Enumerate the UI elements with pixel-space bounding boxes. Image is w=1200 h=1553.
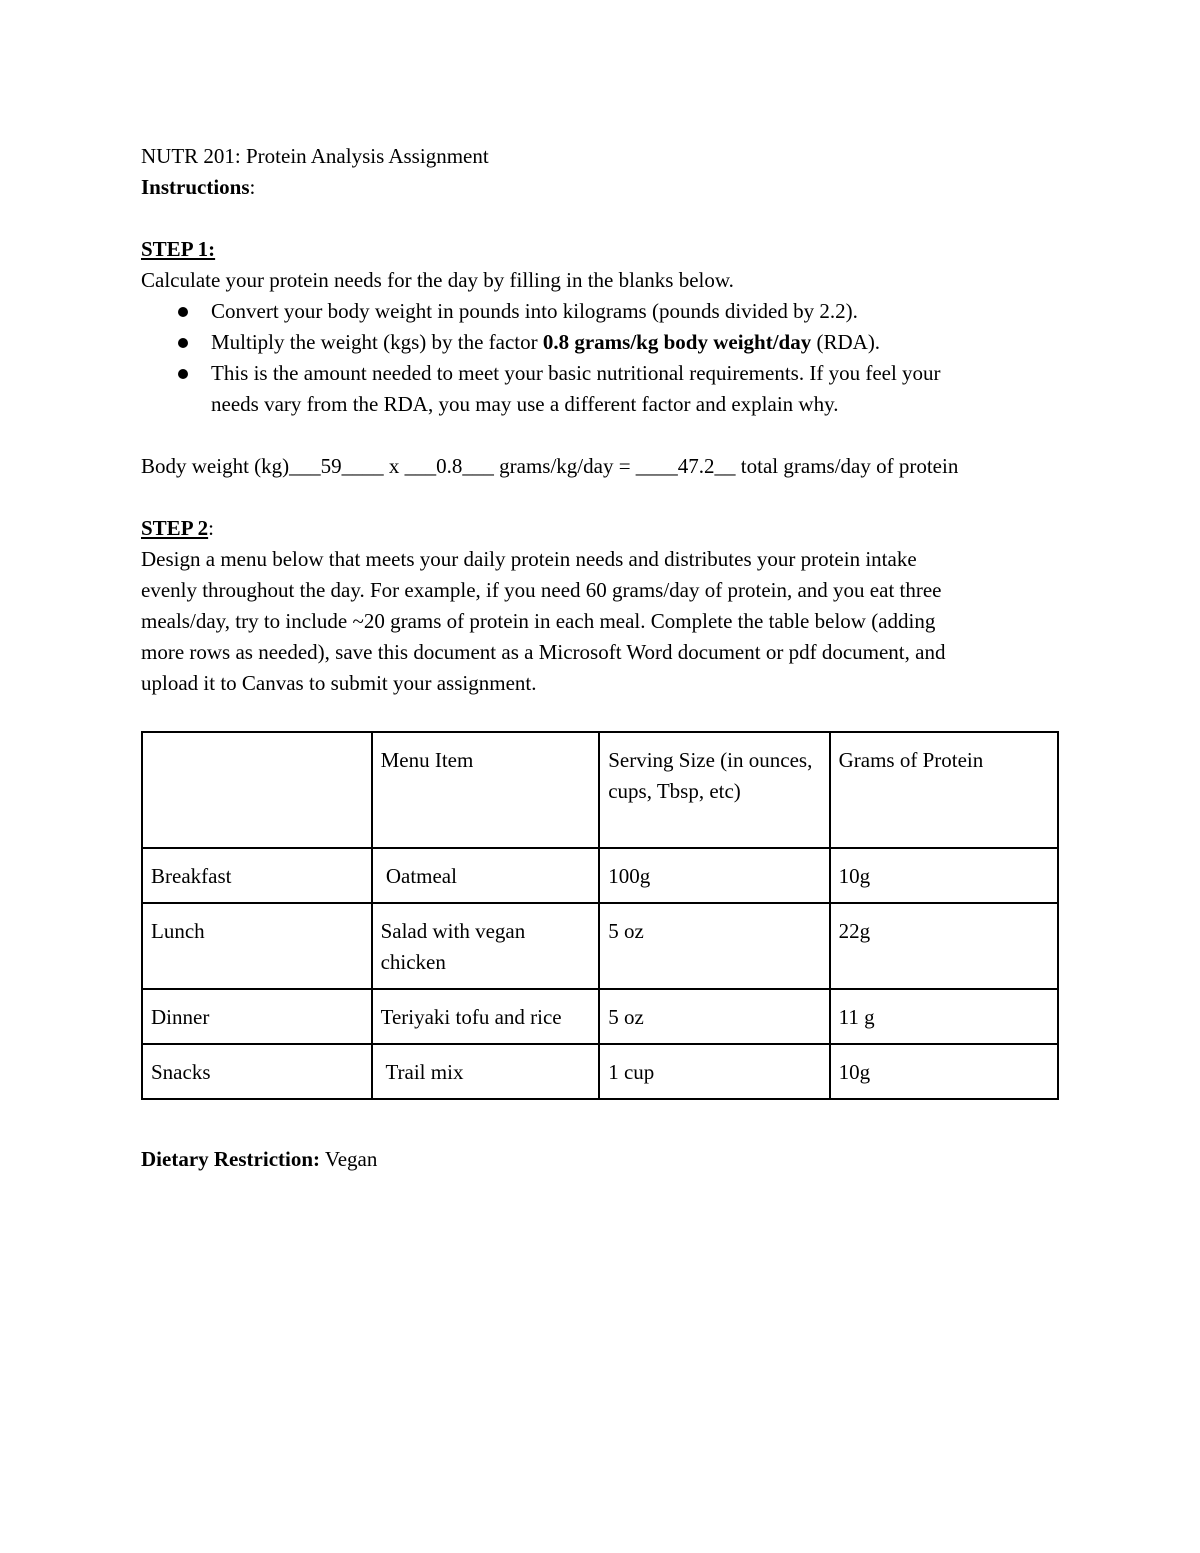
- menu-item-cell: Trail mix: [372, 1044, 600, 1099]
- step2-heading: [141, 513, 1061, 544]
- menu-item-cell: Salad with vegan chicken: [372, 903, 600, 989]
- step1-intro: Calculate your protein needs for the day by filling in the blanks below.: [141, 268, 734, 292]
- bullet-text-post: (RDA).: [811, 330, 881, 354]
- spacer: [141, 482, 1061, 513]
- spacer: [141, 420, 1061, 451]
- bullet-icon: [178, 369, 188, 379]
- bullet-text: Convert your body weight in pounds into kilograms (pounds divided by 2.2).: [211, 299, 858, 323]
- dietary-restriction: [141, 1144, 377, 1175]
- meal-cell: Snacks: [142, 1044, 372, 1099]
- bullet-text-line2: needs vary from the RDA, you may use a different factor and explain why.: [211, 392, 839, 416]
- serving-size-cell: 5 oz: [599, 903, 829, 989]
- paragraph-line: Design a menu below that meets your daily protein needs and distributes your protein intake: [141, 547, 917, 571]
- menu-table: [141, 731, 1059, 1100]
- header-cell-menu-item: Menu Item: [372, 732, 600, 848]
- meal-cell: Breakfast: [142, 848, 372, 903]
- serving-size-cell: 5 oz: [599, 989, 829, 1044]
- table-row: [142, 989, 1058, 1044]
- protein-cell: 11 g: [830, 989, 1058, 1044]
- instructions-heading: [141, 172, 1061, 203]
- menu-item-cell: Teriyaki tofu and rice: [372, 989, 600, 1044]
- document-page: [141, 141, 1061, 1171]
- paragraph-line: meals/day, try to include ~20 grams of protein in each meal. Complete the table below (adding: [141, 609, 936, 633]
- table-header-row: [142, 732, 1058, 848]
- meal-cell: Dinner: [142, 989, 372, 1044]
- document-title: NUTR 201: Protein Analysis Assignment: [141, 144, 489, 168]
- step2-paragraph: [141, 544, 1041, 699]
- rda-factor: 0.8 grams/kg body weight/day: [542, 330, 812, 354]
- step1-bullet-list: [141, 296, 1061, 420]
- protein-cell: 10g: [830, 1044, 1058, 1099]
- serving-size-cell: 1 cup: [599, 1044, 829, 1099]
- list-item: [141, 296, 1061, 327]
- instructions-colon: :: [249, 175, 256, 199]
- step2-heading-label: STEP 2: [141, 516, 209, 540]
- bullet-icon: [178, 338, 188, 348]
- bullet-text-line1: This is the amount needed to meet your basic nutritional requirements. If you feel your: [211, 361, 941, 385]
- table-row: [142, 903, 1058, 989]
- spacer: [141, 203, 1061, 234]
- header-cell-grams-protein: Grams of Protein: [830, 732, 1058, 848]
- dietary-label: Dietary Restriction:: [141, 1147, 321, 1171]
- list-item: [141, 327, 1061, 358]
- meal-cell: Lunch: [142, 903, 372, 989]
- step2-heading-colon: :: [208, 516, 214, 540]
- table-row: [142, 848, 1058, 903]
- paragraph-line: upload it to Canvas to submit your assignment.: [141, 671, 537, 695]
- protein-cell: 10g: [830, 848, 1058, 903]
- list-item: [141, 358, 1061, 420]
- bullet-text-pre: Multiply the weight (kgs) by the factor: [211, 330, 543, 354]
- paragraph-line: evenly throughout the day. For example, if you need 60 grams/day of protein, and you eat three: [141, 578, 942, 602]
- step1-heading: STEP 1:: [141, 237, 216, 261]
- header-cell-empty: [142, 732, 372, 848]
- protein-cell: 22g: [830, 903, 1058, 989]
- paragraph-line: more rows as needed), save this document as a Microsoft Word document or pdf document, and: [141, 640, 946, 664]
- bullet-icon: [178, 307, 188, 317]
- menu-item-cell: Oatmeal: [372, 848, 600, 903]
- dietary-value: Vegan: [320, 1147, 378, 1171]
- serving-size-cell: 100g: [599, 848, 829, 903]
- instructions-label: Instructions: [141, 175, 250, 199]
- protein-formula: Body weight (kg)___59____ x ___0.8___ grams/kg/day = ____47.2__ total grams/day of protein: [141, 454, 959, 478]
- header-cell-serving-size: Serving Size (in ounces, cups, Tbsp, etc): [599, 732, 829, 848]
- table-row: [142, 1044, 1058, 1099]
